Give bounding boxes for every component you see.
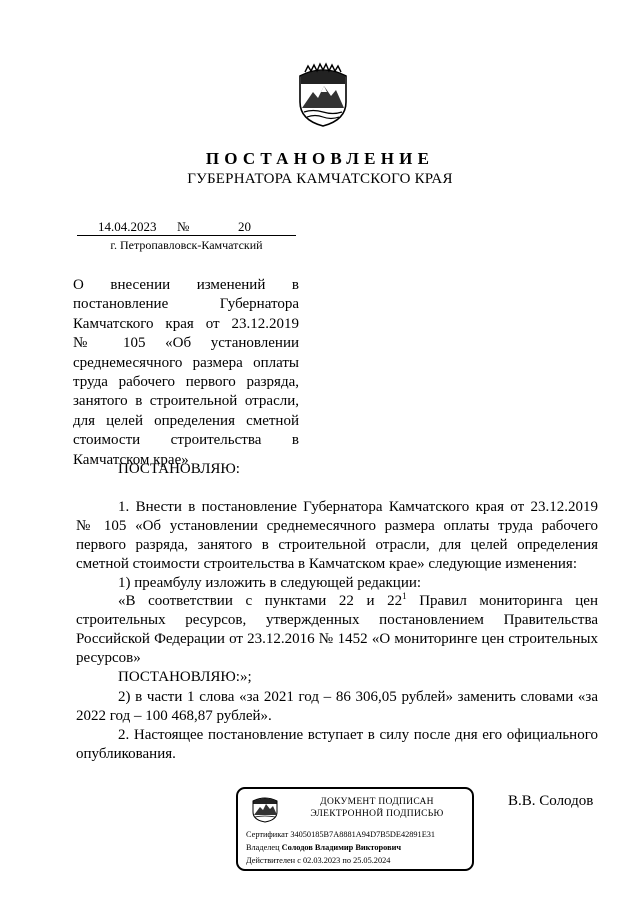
superscript: 1 <box>402 591 407 602</box>
stamp-heading-line: ЭЛЕКТРОННОЙ ПОДПИСЬЮ <box>310 809 444 819</box>
title-line: О внесении изменений в <box>73 277 299 293</box>
valid-label: Действителен с <box>246 856 301 865</box>
stamp-heading-line: ДОКУМЕНТ ПОДПИСАН <box>320 797 434 807</box>
document-body <box>76 498 598 668</box>
valid-to-label: по <box>342 856 351 865</box>
stamp-owner <box>246 843 401 852</box>
certificate-label: Сертификат <box>246 830 289 839</box>
title-line: стоимости строительства в <box>73 432 299 449</box>
registration-number-sign: № <box>177 219 190 234</box>
coat-of-arms-icon <box>251 795 279 823</box>
stamp-certificate <box>246 830 435 839</box>
title-line: Камчатском крае» <box>73 451 189 468</box>
stamp-validity <box>246 856 390 865</box>
electronic-signature-stamp <box>236 787 474 871</box>
body-line-text: «В соответствии с пунктами 22 и 22 <box>118 593 403 610</box>
body-line: первого разряда, занятого в строительной отрасли, для целей определения <box>76 536 598 553</box>
document-body-continued <box>76 688 598 764</box>
body-line: 1. Внести в постановление Губернатора Камчатского края от 23.12.2019 <box>118 499 598 515</box>
valid-to: 25.05.2024 <box>353 856 391 865</box>
document-type-heading: ПОСТАНОВЛЕНИЕ <box>205 149 435 168</box>
decree-word-quoted: ПОСТАНОВЛЯЮ:»; <box>118 669 252 685</box>
body-line: ресурсов» <box>76 650 141 667</box>
body-line: № 105 «Об установлении среднемесячного размера оплаты труда рабочего <box>76 517 598 534</box>
valid-from: 02.03.2023 <box>302 856 341 865</box>
registration-place: г. Петропавловск-Камчатский <box>110 238 263 252</box>
body-line: строительных ресурсов, утвержденных постановлением Правительства <box>76 612 598 629</box>
body-line-with-superscript <box>76 592 598 611</box>
coat-of-arms-emblem <box>297 62 349 128</box>
title-line: постановление Губернатора <box>73 296 299 313</box>
body-line: 2022 год – 100 468,87 рублей». <box>76 707 272 724</box>
body-line: 2. Настоящее постановление вступает в силу после дня его официального <box>118 726 598 743</box>
signer-name: В.В. Солодов <box>508 793 594 809</box>
title-line: среднемесячного размера оплаты <box>73 354 299 371</box>
decree-word: ПОСТАНОВЛЯЮ: <box>118 461 240 477</box>
body-line: Российской Федерации от 23.12.2016 № 1452 «О мониторинге цен строительных <box>76 631 598 648</box>
document-title <box>73 276 299 470</box>
title-line: занятого в строительной отрасли, <box>73 393 299 410</box>
title-line: № 105 «Об установлении <box>73 335 299 352</box>
title-line: Камчатского края от 23.12.2019 <box>73 315 299 332</box>
issuing-authority: ГУБЕРНАТОРА КАМЧАТСКОГО КРАЯ <box>187 171 453 187</box>
registration-underline <box>77 235 296 236</box>
body-line: сметной стоимости строительства в Камчатском крае» следующие изменения: <box>76 555 577 572</box>
owner-value: Солодов Владимир Викторович <box>281 843 402 852</box>
body-line-text: Правил мониторинга цен <box>406 593 598 610</box>
owner-label: Владелец <box>246 843 280 852</box>
title-line: для целей определения сметной <box>73 412 299 429</box>
registration-date: 14.04.2023 <box>98 219 157 234</box>
title-line: труда рабочего первого разряда, <box>73 373 299 390</box>
registration-number: 20 <box>238 219 251 234</box>
body-line: опубликования. <box>76 745 176 762</box>
certificate-value: 34050185B7A8881A94D7B5DE42891E31 <box>290 830 436 839</box>
body-line: 1) преамбулу изложить в следующей редакции: <box>118 574 422 591</box>
body-line: 2) в части 1 слова «за 2021 год – 86 306,05 рублей» заменить словами «за <box>118 689 598 705</box>
stamp-heading <box>286 796 468 820</box>
